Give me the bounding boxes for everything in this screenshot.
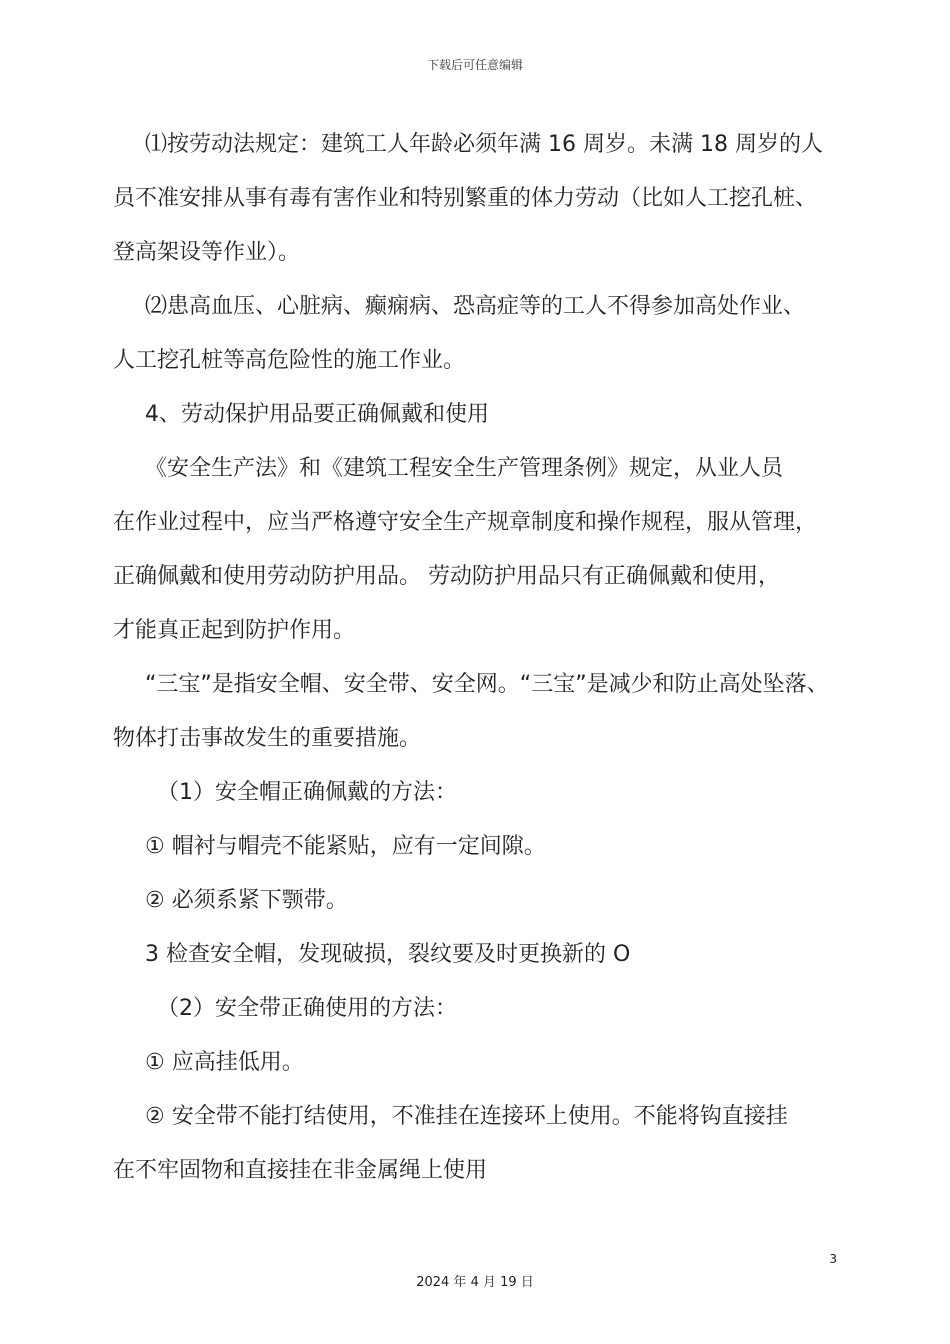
page-number: 3	[829, 1252, 837, 1266]
page-header: 下载后可任意编辑	[426, 58, 523, 72]
list-item: ① 应高挂低用。	[145, 1050, 304, 1075]
list-item: ② 必须系紧下颚带。	[145, 888, 348, 913]
paragraph-line: 员不准安排从事有毒有害作业和特别繁重的体力劳动（比如人工挖孔桩、	[113, 186, 818, 211]
page-footer-date: 2024 年 4 月 19 日	[416, 1275, 534, 1290]
section-heading: 4、劳动保护用品要正确佩戴和使用	[145, 402, 489, 427]
paragraph-line: ⑴按劳动法规定：建筑工人年龄必须年满 16 周岁。未满 18 周岁的人	[145, 132, 823, 157]
paragraph-line: 在作业过程中，应当严格遵守安全生产规章制度和操作规程，服从管理，	[113, 510, 818, 535]
paragraph-line: 在不牢固物和直接挂在非金属绳上使用	[113, 1158, 488, 1183]
paragraph-line: 人工挖孔桩等高危险性的施工作业。	[113, 348, 466, 373]
subheading: （2）安全带正确使用的方法：	[157, 996, 457, 1021]
list-item: ① 帽衬与帽壳不能紧贴，应有一定间隙。	[145, 834, 546, 859]
paragraph-line: 才能真正起到防护作用。	[113, 618, 356, 643]
list-item: 3 检查安全帽，发现破损，裂纹要及时更换新的 O	[145, 942, 631, 967]
paragraph-line: 物体打击事故发生的重要措施。	[113, 726, 422, 751]
paragraph-line: ⑵患高血压、心脏病、癫痫病、恐高症等的工人不得参加高处作业、	[145, 294, 806, 319]
paragraph-line: 《安全生产法》和《建筑工程安全生产管理条例》规定，从业人员	[145, 456, 784, 481]
subheading: （1）安全帽正确佩戴的方法：	[157, 780, 457, 805]
paragraph-line: “三宝”是指安全帽、安全带、安全网。“三宝”是减少和防止高处坠落、	[145, 672, 829, 697]
paragraph-line: 正确佩戴和使用劳动防护用品。 劳动防护用品只有正确佩戴和使用，	[113, 564, 780, 589]
document-body	[113, 118, 848, 1198]
paragraph-line: 登高架设等作业）。	[113, 240, 301, 265]
list-item: ② 安全带不能打结使用，不准挂在连接环上使用。不能将钩直接挂	[145, 1104, 788, 1129]
